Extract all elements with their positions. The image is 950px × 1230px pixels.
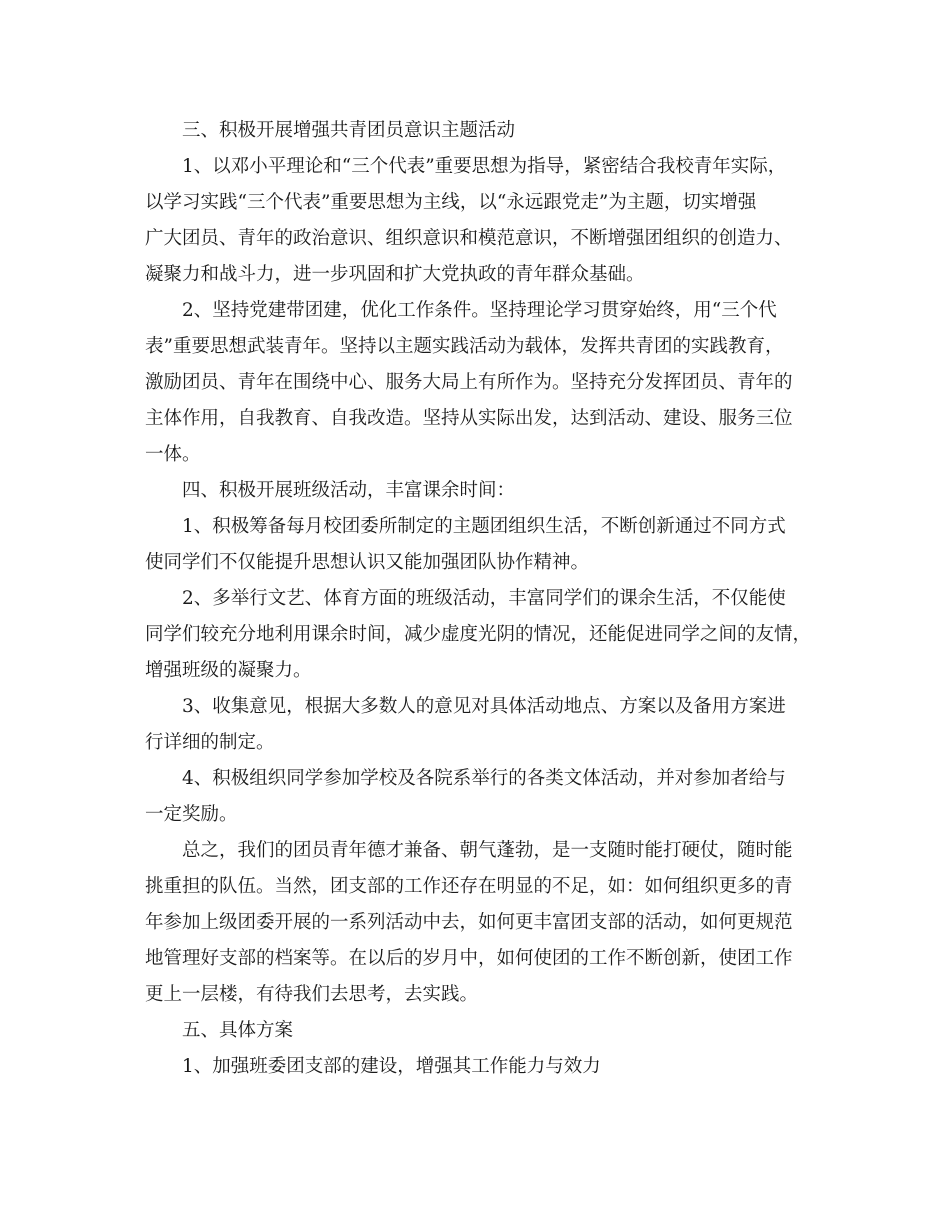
text-line: 挑重担的队伍。当然，团支部的工作还存在明显的不足，如：如何组织更多的青 [145,876,793,897]
text-line: 2、多举行文艺、体育方面的班级活动，丰富同学们的课余生活，不仅能使 [182,588,786,609]
text-line: 使同学们不仅能提升思想认识又能加强团队协作精神。 [145,552,590,573]
text-line: 地管理好支部的档案等。在以后的岁月中，如何使团的工作不断创新，使团工作 [145,948,793,969]
text-line: 1、加强班委团支部的建设，增强其工作能力与效力 [182,1056,601,1077]
text-line: 一体。 [145,444,201,465]
text-line: 一定奖励。 [145,804,238,825]
text-line: 年参加上级团委开展的一系列活动中去，如何更丰富团支部的活动，如何更规范 [145,912,793,933]
document-body [145,113,812,1085]
text-line: 广大团员、青年的政治意识、组织意识和模范意识，不断增强团组织的创造力、 [145,228,793,249]
text-line: 以学习实践“三个代表”重要思想为主线，以“永远跟党走”为主题，切实增强 [145,192,757,213]
text-line: 更上一层楼，有待我们去思考，去实践。 [145,984,479,1005]
text-line: 1、积极筹备每月校团委所制定的主题团组织生活，不断创新通过不同方式 [182,516,786,537]
text-line: 1、以邓小平理论和“三个代表”重要思想为指导，紧密结合我校青年实际， [182,156,787,177]
text-line: 同学们较充分地利用课余时间，减少虚度光阴的情况，还能促进同学之间的友情， [145,624,812,645]
text-line: 激励团员、青年在围绕中心、服务大局上有所作为。坚持充分发挥团员、青年的 [145,372,793,393]
text-line: 行详细的制定。 [145,732,275,753]
text-line: 增强班级的凝聚力。 [145,660,312,681]
text-line: 2、坚持党建带团建，优化工作条件。坚持理论学习贯穿始终，用“三个代 [182,300,777,321]
text-line: 五、具体方案 [182,1020,294,1041]
text-line: 三、积极开展增强共青团员意识主题活动 [182,120,516,141]
text-line: 四、积极开展班级活动，丰富课余时间： [182,480,516,501]
text-line: 4、积极组织同学参加学校及各院系举行的各类文体活动，并对参加者给与 [182,768,786,789]
text-line: 3、收集意见，根据大多数人的意见对具体活动地点、方案以及备用方案进 [182,696,786,717]
text-line: 总之，我们的团员青年德才兼备、朝气蓬勃，是一支随时能打硬仗，随时能 [182,840,793,861]
text-line: 表”重要思想武装青年。坚持以主题实践活动为载体，发挥共青团的实践教育， [145,336,784,357]
text-line: 凝聚力和战斗力，进一步巩固和扩大党执政的青年群众基础。 [145,264,645,285]
text-line: 主体作用，自我教育、自我改造。坚持从实际出发，达到活动、建设、服务三位 [145,408,793,429]
